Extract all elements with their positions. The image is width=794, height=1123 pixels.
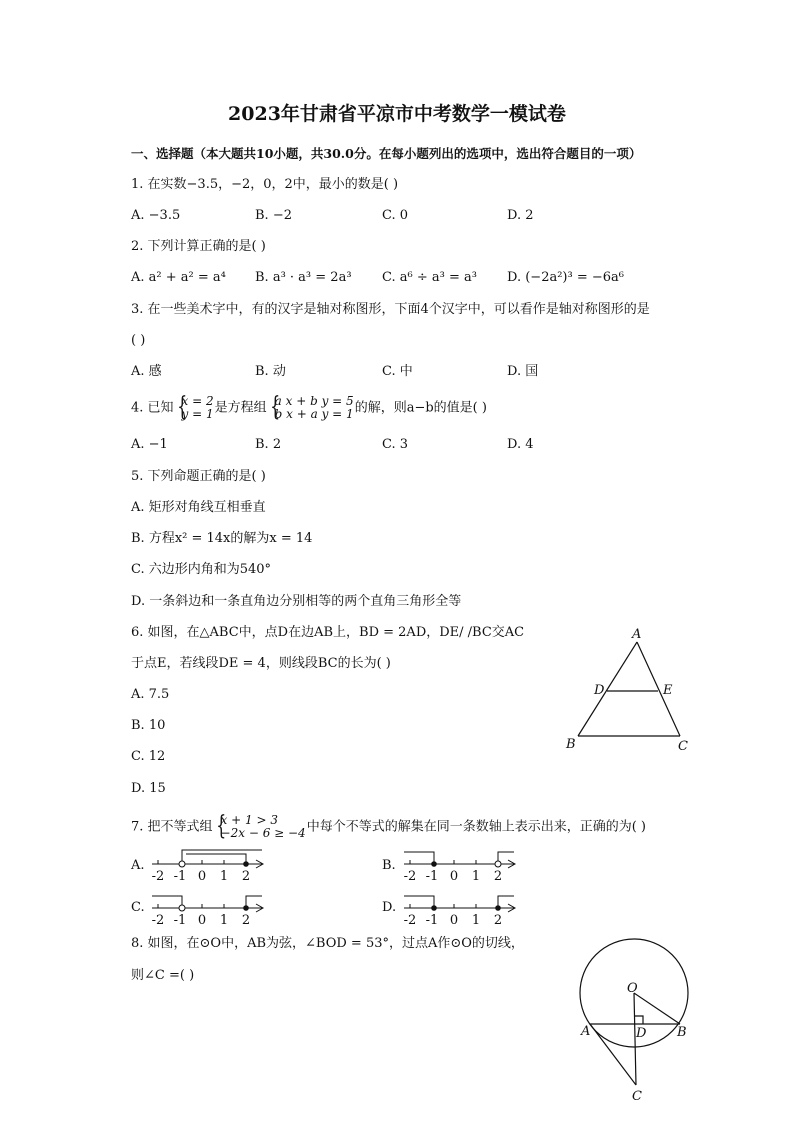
q6-option-c: C. 12 xyxy=(131,749,166,764)
label-d: D xyxy=(636,1026,647,1041)
q1-option-a: A. −3.5 xyxy=(131,208,181,223)
q5-option-d: D. 一条斜边和一条直角边分别相等的两个直角三角形全等 xyxy=(131,594,462,609)
q5-option-b: B. 方程x² = 14x的解为x = 14 xyxy=(131,531,313,546)
q4-stem: 4. 已知 { x = 2 y = 1 是方程组 { a x + b y = 5 b x + a y = 1 的解，则a−b的值是( ) xyxy=(131,395,487,422)
tick-label: 2 xyxy=(493,869,503,884)
side-ac xyxy=(637,642,680,736)
q4-option-d: D. 4 xyxy=(507,437,534,452)
q4-system-2: { a x + b y = 5 b x + a y = 1 xyxy=(268,395,354,421)
q6-option-d: D. 15 xyxy=(131,781,166,796)
q2-option-d: D. (−2a²)³ = −6a⁶ xyxy=(507,270,624,285)
page-title: 2023年甘肃省平凉市中考数学一模试卷 xyxy=(228,103,566,125)
tick-label: 0 xyxy=(197,913,207,928)
label-a: A xyxy=(581,1024,591,1039)
q7-stem: 7. 把不等式组 { x + 1 > 3 −2x − 6 ≥ −4 中每个不等式的解集在同一条数轴上表示出来，正确的为( ) xyxy=(131,814,646,841)
label-a: A xyxy=(632,627,642,642)
q5-option-a: A. 矩形对角线互相垂直 xyxy=(131,500,266,515)
q7-option-d-label: D. xyxy=(382,900,397,915)
tick-label: 1 xyxy=(219,913,229,928)
label-o: O xyxy=(627,981,638,996)
q5-stem: 5. 下列命题正确的是( ) xyxy=(131,469,266,484)
tick-label: 0 xyxy=(197,869,207,884)
q3-stem: 3. 在一些美术字中，有的汉字是轴对称图形，下面4个汉字中，可以看作是轴对称图形的是 xyxy=(131,302,650,317)
q8-circle-figure xyxy=(570,930,700,1105)
q7-number-line-c xyxy=(150,892,270,932)
q3-option-c: C. 中 xyxy=(382,364,413,379)
tick-label: 0 xyxy=(449,869,459,884)
q6-stem: 6. 如图，在△ABC中，点D在边AB上，BD = 2AD，DE/ /BC交AC xyxy=(131,625,525,640)
section-heading: 一、选择题（本大题共10小题，共30.0分。在每小题列出的选项中，选出符合题目的一项） xyxy=(131,146,642,161)
tick-label: -1 xyxy=(173,869,187,884)
q7-number-line-d xyxy=(402,892,522,932)
q7-system: { x + 1 > 3 −2x − 6 ≥ −4 xyxy=(214,814,306,840)
q1-stem: 1. 在实数−3.5，−2，0，2中，最小的数是( ) xyxy=(131,177,399,192)
q2-option-a: A. a² + a² = a⁴ xyxy=(131,270,226,285)
q2-option-c: C. a⁶ ÷ a³ = a³ xyxy=(382,270,477,285)
q7-number-line-b xyxy=(402,848,522,888)
tick-label: 2 xyxy=(493,913,503,928)
q2-stem: 2. 下列计算正确的是( ) xyxy=(131,239,266,254)
label-c: C xyxy=(632,1089,642,1104)
label-b: B xyxy=(677,1025,687,1040)
q7-option-b-label: B. xyxy=(382,858,396,873)
q3-option-b: B. 动 xyxy=(255,364,286,379)
q3-option-a: A. 感 xyxy=(131,364,162,379)
tick-label: -1 xyxy=(425,913,439,928)
label-e: E xyxy=(663,683,673,698)
q7-option-c-label: C. xyxy=(131,900,145,915)
tick-label: -1 xyxy=(173,913,187,928)
tick-label: 2 xyxy=(241,913,251,928)
q4-option-b: B. 2 xyxy=(255,437,282,452)
q4-option-c: C. 3 xyxy=(382,437,409,452)
radius-ob xyxy=(634,993,680,1024)
tick-label: -1 xyxy=(425,869,439,884)
q6-triangle-figure xyxy=(560,620,710,760)
tick-label: 0 xyxy=(449,913,459,928)
q1-option-d: D. 2 xyxy=(507,208,534,223)
q7-option-a-label: A. xyxy=(131,858,145,873)
side-ab xyxy=(578,642,637,736)
q5-option-c: C. 六边形内角和为540° xyxy=(131,562,272,577)
q1-option-c: C. 0 xyxy=(382,208,409,223)
q2-option-b: B. a³ · a³ = 2a³ xyxy=(255,270,352,285)
tangent-ac xyxy=(590,1024,636,1085)
label-b: B xyxy=(566,737,576,752)
q3-stem-cont: ( ) xyxy=(131,333,146,348)
q4-system-1: { x = 2 y = 1 xyxy=(175,395,214,421)
tick-label: -2 xyxy=(403,913,417,928)
tick-label: -2 xyxy=(151,869,165,884)
q6-option-b: B. 10 xyxy=(131,718,166,733)
tick-label: 1 xyxy=(219,869,229,884)
label-d: D xyxy=(594,683,605,698)
tick-label: 1 xyxy=(471,913,481,928)
q8-stem-cont: 则∠C =( ) xyxy=(131,968,195,983)
tick-label: 2 xyxy=(241,869,251,884)
label-c: C xyxy=(678,739,688,754)
q7-number-line-a xyxy=(150,848,270,888)
right-angle-mark xyxy=(635,1016,643,1024)
tick-label: 1 xyxy=(471,869,481,884)
tick-label: -2 xyxy=(403,869,417,884)
q6-stem-cont: 于点E，若线段DE = 4，则线段BC的长为( ) xyxy=(131,656,391,671)
tick-label: -2 xyxy=(151,913,165,928)
q3-option-d: D. 国 xyxy=(507,364,539,379)
q4-option-a: A. −1 xyxy=(131,437,168,452)
q8-stem: 8. 如图，在⊙O中，AB为弦，∠BOD = 53°，过点A作⊙O的切线， xyxy=(131,936,524,951)
q6-option-a: A. 7.5 xyxy=(131,687,170,702)
q1-option-b: B. −2 xyxy=(255,208,292,223)
